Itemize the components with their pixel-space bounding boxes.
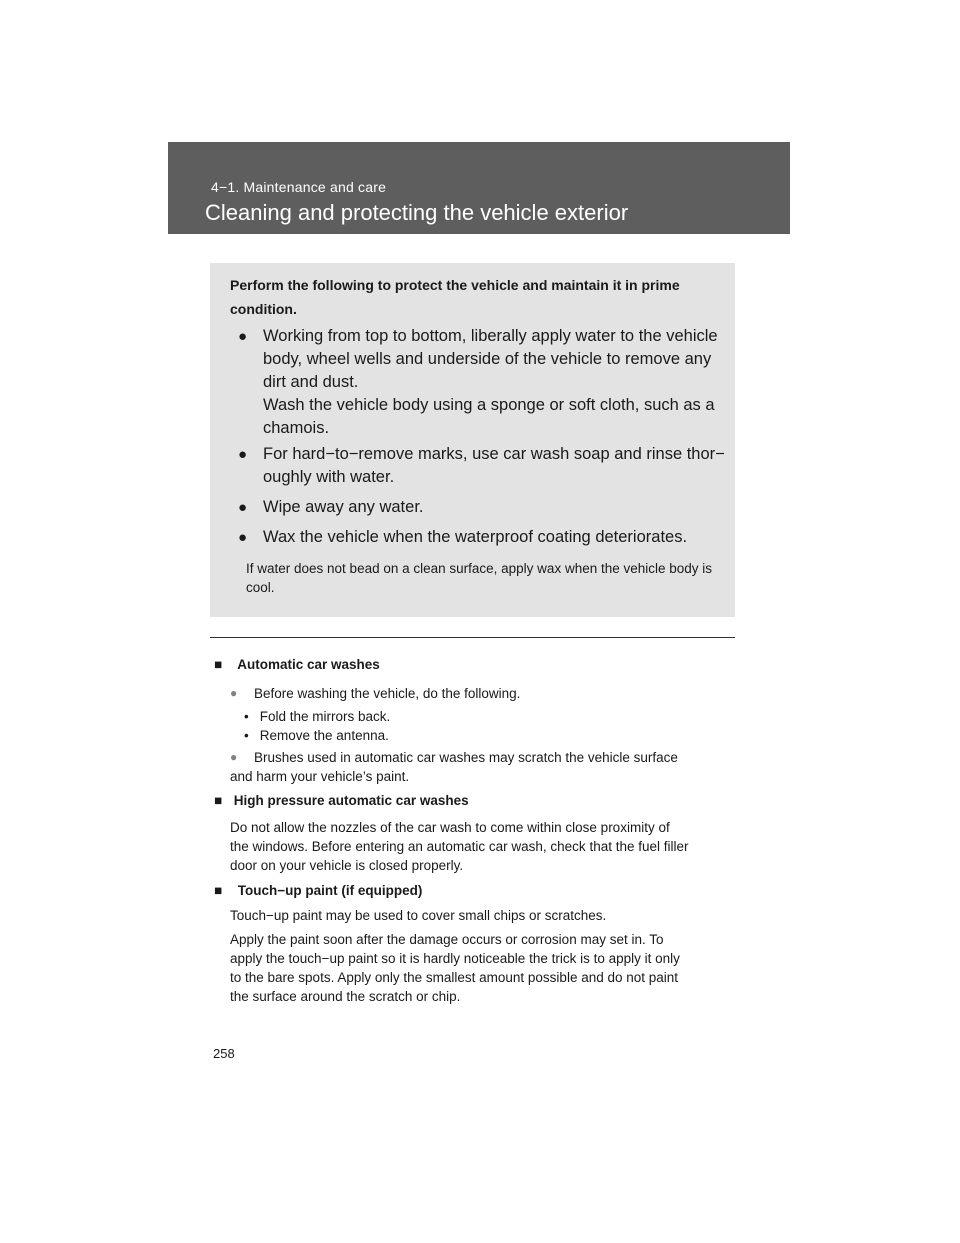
step-text: Wipe away any water. xyxy=(263,498,424,516)
touch-up-paint-heading xyxy=(214,883,422,898)
section-header xyxy=(168,142,790,234)
procedure-box xyxy=(210,263,735,617)
procedure-step xyxy=(238,325,733,440)
automatic-car-washes-heading xyxy=(214,657,380,672)
procedure-intro: Perform the following to protect the vehicle and maintain it in prime condition. xyxy=(230,277,680,317)
step-text: Wax the vehicle when the waterproof coating deteriorates. xyxy=(263,528,688,546)
procedure-step xyxy=(238,443,733,489)
high-pressure-text: Do not allow the nozzles of the car wash to come within close proximity of the windows. Before entering an automatic car wash, check that the fuel filler door on your vehicle is closed properly. xyxy=(230,820,689,873)
step-text: Working from top to bottom, liberally apply water to the vehicle body, wheel wells and underside of the vehicle to remove any dirt and dust. Wash the vehicle body using a sponge or soft cloth, such as a chamois. xyxy=(263,327,718,437)
high-pressure-heading xyxy=(214,793,469,808)
square-bullet-icon: ■ xyxy=(214,793,223,808)
step-text: For hard−to−remove marks, use car wash soap and rinse thor− oughly with water. xyxy=(263,445,725,486)
page-title: Cleaning and protecting the vehicle exterior xyxy=(205,200,629,225)
list-item xyxy=(230,748,735,786)
gray-bullet-icon: ● xyxy=(230,686,238,700)
bullet-icon: ● xyxy=(238,328,248,345)
dot-icon: • xyxy=(244,728,249,743)
heading-text: Automatic car washes xyxy=(237,657,380,672)
note-text: Brushes used in automatic car washes may scratch the vehicle surface and harm your vehicle’s paint. xyxy=(230,750,678,784)
sub-text: Fold the mirrors back. xyxy=(259,709,391,724)
note-text: Before washing the vehicle, do the following. xyxy=(254,686,521,701)
touch-up-text: Touch−up paint may be used to cover small chips or scratches. xyxy=(230,908,607,923)
heading-text: High pressure automatic car washes xyxy=(233,793,469,808)
list-item xyxy=(244,709,390,724)
bullet-icon: ● xyxy=(238,529,248,546)
list-item xyxy=(230,684,735,703)
page-number: 258 xyxy=(213,1046,235,1061)
section-label: 4−1. Maintenance and care xyxy=(211,179,387,195)
heading-text: Touch−up paint (if equipped) xyxy=(237,883,423,898)
bullet-icon: ● xyxy=(238,446,248,463)
gray-bullet-icon: ● xyxy=(230,750,238,764)
square-bullet-icon: ■ xyxy=(214,657,223,672)
procedure-step xyxy=(238,496,733,519)
dot-icon: • xyxy=(244,709,249,724)
sub-text: Remove the antenna. xyxy=(259,728,389,743)
divider xyxy=(210,637,735,638)
touch-up-text: Apply the paint soon after the damage occurs or corrosion may set in. To apply the touch−up paint so it is hardly noticeable the trick is to apply it only to the bare spots. Apply only the smallest amount possible and do not paint the surface around the scratch or chip. xyxy=(230,932,680,1004)
list-item xyxy=(244,728,389,743)
square-bullet-icon: ■ xyxy=(214,883,223,898)
procedure-step xyxy=(238,526,733,549)
wax-note: If water does not bead on a clean surface, apply wax when the vehicle body is cool. xyxy=(246,561,713,595)
bullet-icon: ● xyxy=(238,499,248,516)
